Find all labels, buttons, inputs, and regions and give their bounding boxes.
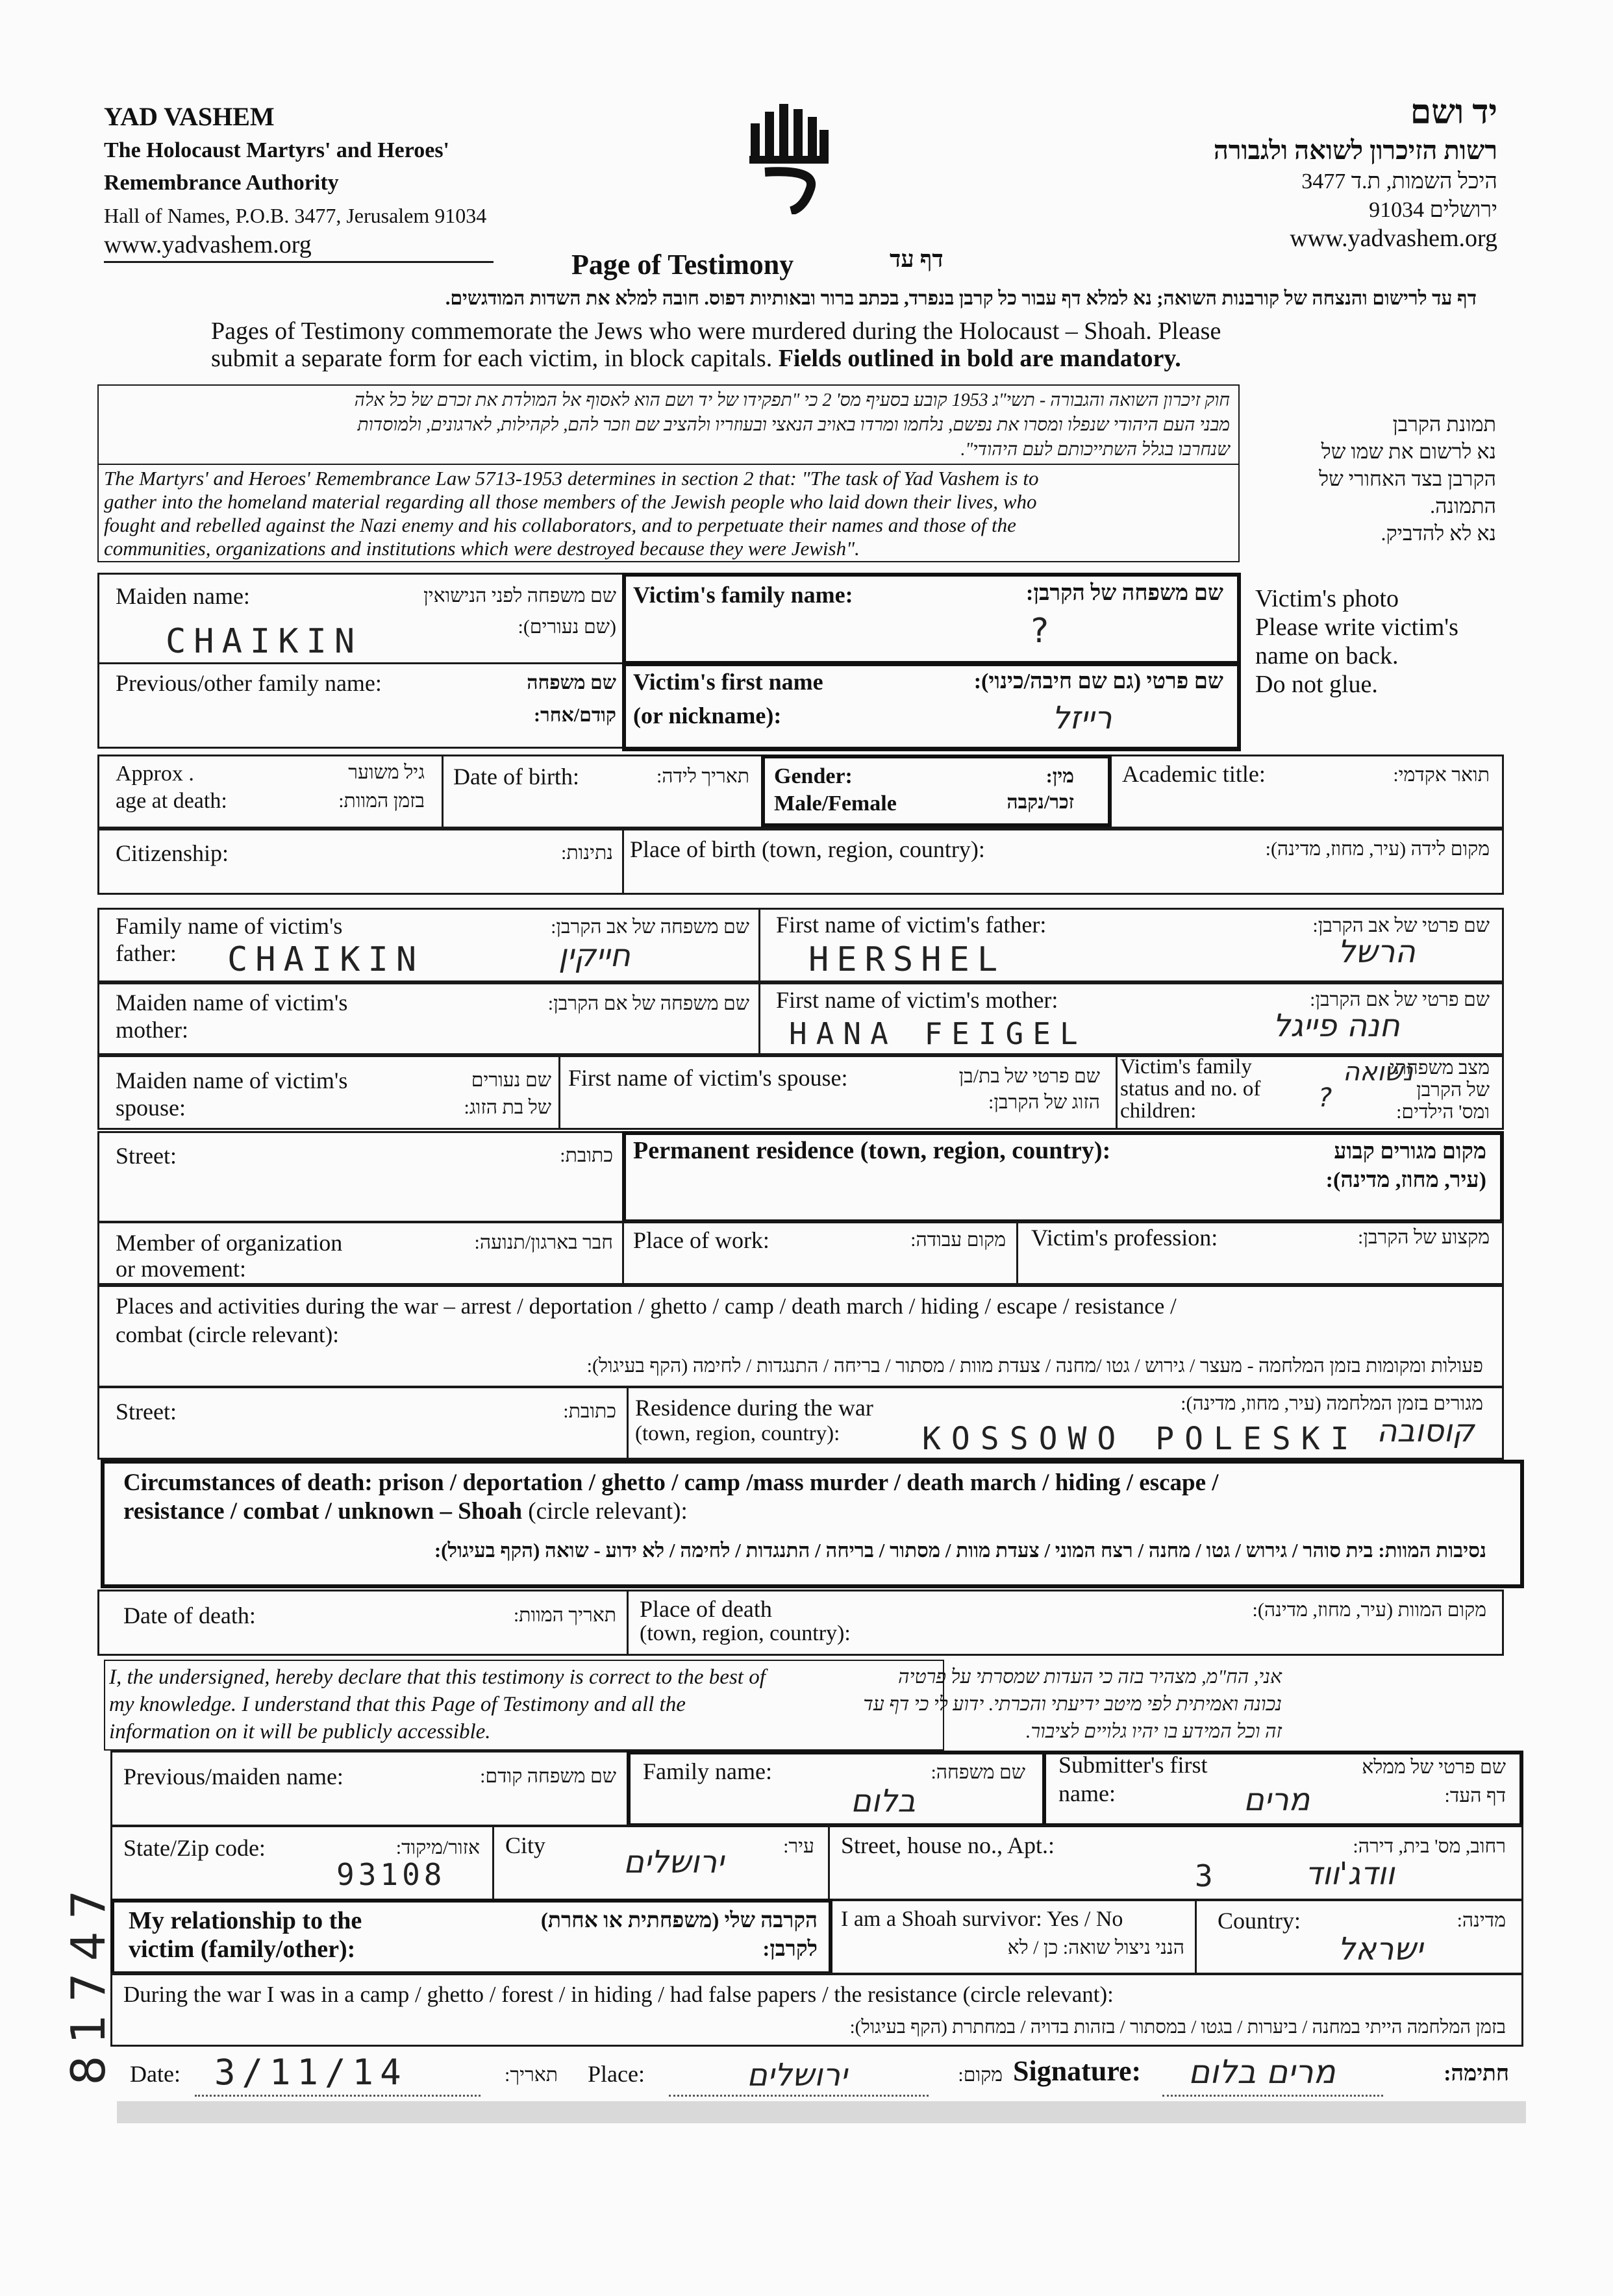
org-en-line1: The Holocaust Martyrs' and Heroes' — [104, 138, 449, 162]
maiden-name-label-he: שם משפחה לפני הנישואין — [423, 585, 616, 606]
family-status-value[interactable]: נשואה — [1343, 1057, 1414, 1087]
photo-he: תמונת הקרבן נא לרשום את שמו של הקרבן בצד האחורי של התמונה. נא לא להדביק. — [1319, 412, 1496, 545]
academic-title-label: Academic title: — [1122, 761, 1266, 787]
circumstances-label: Circumstances of death: prison / deportation / ghetto / camp /mass murder / death march / hiding / escape / — [123, 1469, 1219, 1496]
victim-first-name-value[interactable]: רייזל — [1052, 700, 1112, 736]
org-en-line2: Remembrance Authority — [104, 171, 339, 195]
place-of-death-label: Place of death — [640, 1596, 772, 1622]
member-of-organization-label: Member of organization — [116, 1230, 343, 1256]
org-he-line1: רשות הזיכרון לשואה ולגבורה — [1213, 136, 1497, 165]
signature-value[interactable]: מרים בלום — [1188, 2053, 1336, 2091]
date-label: Date: — [130, 2061, 181, 2087]
place-label: Place: — [588, 2061, 645, 2087]
war-residence-label: Residence during the war — [635, 1395, 873, 1421]
signature-label: Signature: — [1013, 2055, 1142, 2087]
circumstances-label-he: נסיבות המוות: בית סוהר / גירוש / גטו / מחנה / רצח המוני / צעדת מוות / מסתור / בריחה / התנגדות / לחימה / לא ידוע - שואה (הקף בעיגול): — [434, 1539, 1486, 1562]
dob-label: Date of birth: — [453, 764, 579, 790]
victim-family-name-value[interactable]: ? — [1029, 612, 1058, 651]
victim-family-name-label: Victim's family name: — [633, 582, 853, 608]
father-first-name-value-he[interactable]: הרשל — [1338, 934, 1416, 970]
father-first-name-label: First name of victim's father: — [776, 912, 1047, 938]
zip-code-label: State/Zip code: — [123, 1835, 266, 1861]
father-family-name-value-he[interactable]: חייקין — [558, 938, 631, 974]
survivor-label[interactable]: I am a Shoah survivor: Yes / No — [841, 1907, 1123, 1931]
form-title-he: דף עד — [890, 246, 944, 272]
activities-label-he: פעולות ומקומות בזמן המלחמה - מעצר / גירוש / גטו /מחנה / צעדת מוות / מסתור / בריחה / התנגדות / לחימה (הקף בעיגול): — [586, 1355, 1483, 1377]
mother-first-name-value[interactable]: HANA FEIGEL — [789, 1016, 1087, 1051]
activities-label: Places and activities during the war – arrest / deportation / ghetto / camp / death march / hiding / escape / resistance / — [116, 1293, 1177, 1319]
city-value[interactable]: ירושלים — [623, 1844, 724, 1880]
during-war-label: During the war I was in a camp / ghetto / forest / in hiding / had false papers / the resistance (circle relevant): — [123, 1982, 1114, 2007]
law-he-line1: חוק זיכרון השואה והגבורה - תשי"ג 1953 קובע בסעיף מס' 2 כי "תפקידו של יד ושם הוא לאסוף אל המולדת את זכרם של כל אלה — [354, 390, 1230, 410]
gender-label: Gender: — [774, 764, 853, 788]
during-war-label-he: בזמן המלחמה הייתי במחנה / ביערות / בגטו / במסתור / בזהות בדויה / במחתרת (הקף בעיגול): — [849, 2017, 1506, 2038]
law-en-line3: fought and rebelled against the Nazi enemy and his collaborators, and to perpetuate their names and those of the — [104, 514, 1016, 536]
submitter-first-name-value[interactable]: מרים — [1244, 1782, 1310, 1818]
mother-first-name-value-he[interactable]: חנה פייגל — [1273, 1008, 1400, 1044]
country-label: Country: — [1218, 1908, 1301, 1934]
org-he-name: יד ושם — [1410, 94, 1497, 131]
submitter-family-name-value[interactable]: בלום — [851, 1783, 916, 1819]
mother-first-name-label: First name of victim's mother: — [776, 987, 1058, 1013]
country-value[interactable]: ישראל — [1338, 1931, 1423, 1967]
org-en-name: YAD VASHEM — [104, 102, 275, 131]
street-house-label: Street, house no., Apt.: — [841, 1832, 1055, 1858]
victim-first-name-label: Victim's first name — [633, 669, 823, 695]
war-residence-value-he[interactable]: קוסובה — [1377, 1413, 1475, 1449]
place-of-birth-label: Place of birth (town, region, country): — [630, 836, 985, 862]
prev-family-name-label: Previous/other family name: — [116, 670, 382, 696]
spouse-first-name-label: First name of victim's spouse: — [568, 1065, 848, 1091]
father-first-name-value[interactable]: HERSHEL — [808, 940, 1006, 979]
declaration-en: I, the undersigned, hereby declare that this testimony is correct to the best of my knowledge. I understand that this Page of Testimony and all the information on it will be publicly accessible. — [109, 1666, 766, 1743]
org-he-line2: היכל השמות, ת.ד 3477 — [1301, 169, 1497, 193]
declaration-he: אני, הח"מ, מצהיר בזה כי העדות שמסרתי על פרטיה נכונה ואמיתית לפי מיטב ידיעתי והכרתי. ידוע לי כי דף עד זה וכל המידע בו יהיו גלויים לציבור. — [863, 1666, 1282, 1742]
street-label: Street: — [116, 1143, 177, 1169]
maiden-name-label: Maiden name: — [116, 583, 250, 609]
mother-maiden-name-label: Maiden name of victim's — [116, 990, 348, 1016]
org-en-address: Hall of Names, P.O.B. 3477, Jerusalem 91034 — [104, 204, 487, 227]
house-number-value[interactable]: 3 — [1195, 1858, 1221, 1893]
place-value[interactable]: ירושלים — [747, 2057, 847, 2093]
law-he-line3: שנחרבו בגלל השתייכותם לעם היהודי". — [960, 440, 1230, 460]
victim-family-name-label-he: שם משפחה של הקרבן: — [1026, 581, 1223, 605]
submitter-first-name-label: Submitter's first — [1058, 1752, 1208, 1778]
law-en-line2: gather into the homeland material regarding all those members of the Jewish people who laid down their lives, who — [104, 490, 1037, 513]
submitter-family-name-label: Family name: — [643, 1758, 772, 1784]
war-street-label: Street: — [116, 1399, 177, 1425]
date-value[interactable]: 3/11/14 — [214, 2052, 408, 2093]
father-family-name-label: Family name of victim's — [116, 913, 343, 939]
org-he-url[interactable]: www.yadvashem.org — [1290, 225, 1497, 252]
family-status-label: Victim's family status and no. of children: — [1120, 1055, 1261, 1123]
form-title-en: Page of Testimony — [571, 249, 794, 281]
scan-strip — [117, 2101, 1526, 2123]
citizenship-label: Citizenship: — [116, 840, 229, 866]
date-of-death-label: Date of death: — [123, 1603, 256, 1628]
father-family-name-value[interactable]: CHAIKIN — [227, 940, 425, 979]
law-he-line2: מבני העם היהודי שנפלו ומסרו את נפשם, נלחמו ומרדו באויב הנאצי ובעוזריו ולהציב שם וזכר להם, לקהילות, לארגונים, ולמוסדות — [357, 415, 1230, 435]
spouse-maiden-name-label: Maiden name of victim's — [116, 1067, 348, 1093]
intro-en-line1: Pages of Testimony commemorate the Jews who were murdered during the Holocaust – Shoah. Please — [211, 318, 1221, 345]
page-of-testimony-form: YAD VASHEM The Holocaust Martyrs' and Heroes' Remembrance Authority Hall of Names, P.O.B. 3477, Jerusalem 91034 www.yadvashem.org יד ושם רשות הזיכרון לשואה ולגבורה היכל השמות, ת.ד 3477 ירושלים 91034 www.yadvashem.org Page of Testimony דף עד דף עד לרישום והנצחה של קורבנות השואה; נא למלא דף עבור כל קרבן בנפרד, בכתב ברור ובאותיות דפוס. חובה למלא את השדות המודגשים. Pages of Testimony commemorate the Jews who were murdered during the Holocaust – Shoah. Please submit a separate form for each victim, in block capitals. Fields outlined in bold are mandatory. חוק זיכרון השואה והגבורה - תשי"ג 1953 קובע בסעיף מס' 2 כי "תפקידו של יד ושם הוא לאסוף אל המולדת את זכרם של כל אלה מבני העם היהודי שנפלו ומסרו את נפשם, נלחמו ומרדו באויב הנאצי ובעוזריו ולהציב שם וזכר להם, לקהילות, לארגונים, ולמוסדות שנחרבו בגלל השתייכותם לעם היהודי". The Martyrs' and Heroes' Remembrance Law 5713-1953 determines in section 2 that: "The task of Yad Vashem is to gather into the homeland material regarding all those members of the Jewish people who laid down their lives, who fought and rebelled against the Nazi enemy and his collaborators, and to perpetuate their names and those of the communities, organizations and institutions which were destroyed because they were Jewish". תמונת הקרבן נא לרשום את שמו של הקרבן בצד האחורי של התמונה. נא לא להדביק. Victim's photo Please write victim's name on back. Do not glue. Maiden name: שם משפחה לפני הנישואין (שם נעורים): CHAIKIN Victim's family name: שם משפחה של הקרבן: ? Previous/other family name: שם משפחה קודם/אחר: Victim's first name (or nickname): שם פרטי (גם שם חיבה/כינוי): רייזל Approx . age at death: גיל משוער בזמן המוות: Date of birth: תאריך לידה: Gender: Male/Female מין: זכר/נקבה Academic title: תואר אקדמי: Citizenship: נתינות: Place of birth (town, region, country): מקום לידה (עיר, מחוז, מדינה): Family name of victim's father: שם משפחה של אב הקרבן: CHAIKIN חייקין First name of victim's father: שם פרטי של אב הקרבן: HERSHEL הרשל Maiden name of victim's mother: שם משפחה של אם הקרבן: First name of victim's mother: שם פרטי של אם הקרבן: HANA FEIGEL חנה פייגל Maiden name of victim's spouse: שם נעורים של בת הזוג: First name of victim's spouse: שם פרטי של בת/בן הזוג של הקרבן: Victim's family status and no. of children: מצב משפחתי של הקרבן ומס' הילדים: נשואה ? Street: כתובת: Permanent residence (town, region, country): מקום מגורים קבוע (עיר, מחוז, מדינה): Member of organization or movement: חבר בארגון/תנועה: Place of work: מקום עבודה: Victim's profession: מקצוע של הקרבן: Places and activities during the war – arrest / deportation / ghetto / camp / death march / hiding / escape / resistance / combat (circle relevant): פעולות ומקומות בזמן המלחמה - מעצר / גירוש / גטו /מחנה / צעדת מוות / מסתור / בריחה / התנגדות / לחימה (הקף בעיגול): Street: כתובת: Residence during the war (town, region, country): מגורים בזמן המלחמה (עיר, מחוז, מדינה): KOSSOWO POLESKI קוסובה Circumstances of death: prison / deportation / ghetto / camp /mass murder / death march / hiding / escape / resistance / combat / unknown – Shoah (circle relevant): נסיבות המוות: בית סוהר / גירוש / גטו / מחנה / רצח המוני / צעדת מוות / מסתור / בריחה / התנגדות / לחימה / לא ידוע - שואה (הקף בעיגול): Date of death: תאריך המוות: Place of death (town, region, country): מקום המוות (עיר, מחוז, מדינה): I, the undersigned, hereby declare that this testimony is correct to the best of my knowledge. I understand that this Page of Testimony and all the information on it will be publicly accessible. אני, הח"מ, מצהיר בזה כי העדות שמסרתי על פרטיה נכונה ואמיתית לפי מיטב ידיעתי והכרתי. ידוע לי כי דף עד זה וכל המידע בו יהיו גלויים לציבור. Previous/maiden name: שם משפחה קודם: Family name: שם משפחה: בלום Submitter's first name: שם פרטי של ממלא דף העד: מרים State/Zip code: אזור/מיקוד: 93108 City עיר: ירושלים Street, house no., Apt.: רחוב, מס' בית, דירה: 3 וודג'ווד My relationship to the victim (family/other): הקרבה שלי (משפחתית או אחרת) לקרבן: I am a Shoah survivor: Yes / No הנני ניצול שואה: כן / לא Country: מדינה: ישראל During the war I was in a camp / ghetto / forest / in hiding / had false papers / the resistance (circle relevant): בזמן המלחמה הייתי במחנה / ביערות / בגטו / במסתור / בזהות בדויה / במחתרת (הקף בעיגול): Date: 3/11/14 תאריך: Place: ירושלים מקום: Signature: מרים בלום חתימה: 81747 — [0, 0, 1613, 2296]
zip-code-value[interactable]: 93108 — [336, 1857, 446, 1892]
relationship-label: My relationship to the — [129, 1907, 362, 1934]
archive-number-annotation: 81747 — [61, 1878, 116, 2086]
org-he-line3: ירושלים 91034 — [1369, 198, 1497, 222]
photo-en: Victim's photo Please write victim's name on back. Do not glue. — [1255, 585, 1458, 698]
intro-he: דף עד לרישום והנצחה של קורבנות השואה; נא למלא דף עבור כל קרבן בנפרד, בכתב ברור ובאותיות דפוס. חובה למלא את השדות המודגשים. — [445, 288, 1477, 309]
permanent-residence-label: Permanent residence (town, region, country): — [633, 1137, 1111, 1164]
submitter-prev-name-label: Previous/maiden name: — [123, 1764, 344, 1790]
maiden-name-value[interactable]: CHAIKIN — [166, 622, 363, 661]
city-label: City — [505, 1832, 546, 1858]
intro-en-line2: submit a separate form for each victim, in block capitals. Fields outlined in bold are mandatory. — [211, 345, 1181, 372]
yad-vashem-logo-icon — [745, 104, 836, 214]
profession-label: Victim's profession: — [1031, 1225, 1218, 1251]
place-of-work-label: Place of work: — [633, 1227, 769, 1253]
law-en-line1: The Martyrs' and Heroes' Remembrance Law 5713-1953 determines in section 2 that: "The task of Yad Vashem is to — [104, 467, 1039, 490]
street-value[interactable]: וודג'ווד — [1305, 1856, 1395, 1892]
law-en-line4: communities, organizations and institutions which were destroyed because they were Jewish". — [104, 537, 860, 560]
war-residence-value[interactable]: KOSSOWO POLESKI — [922, 1421, 1360, 1457]
org-en-url[interactable]: www.yadvashem.org — [104, 231, 312, 258]
victim-first-name-label-he: שם פרטי (גם שם חיבה/כינוי): — [973, 669, 1223, 693]
